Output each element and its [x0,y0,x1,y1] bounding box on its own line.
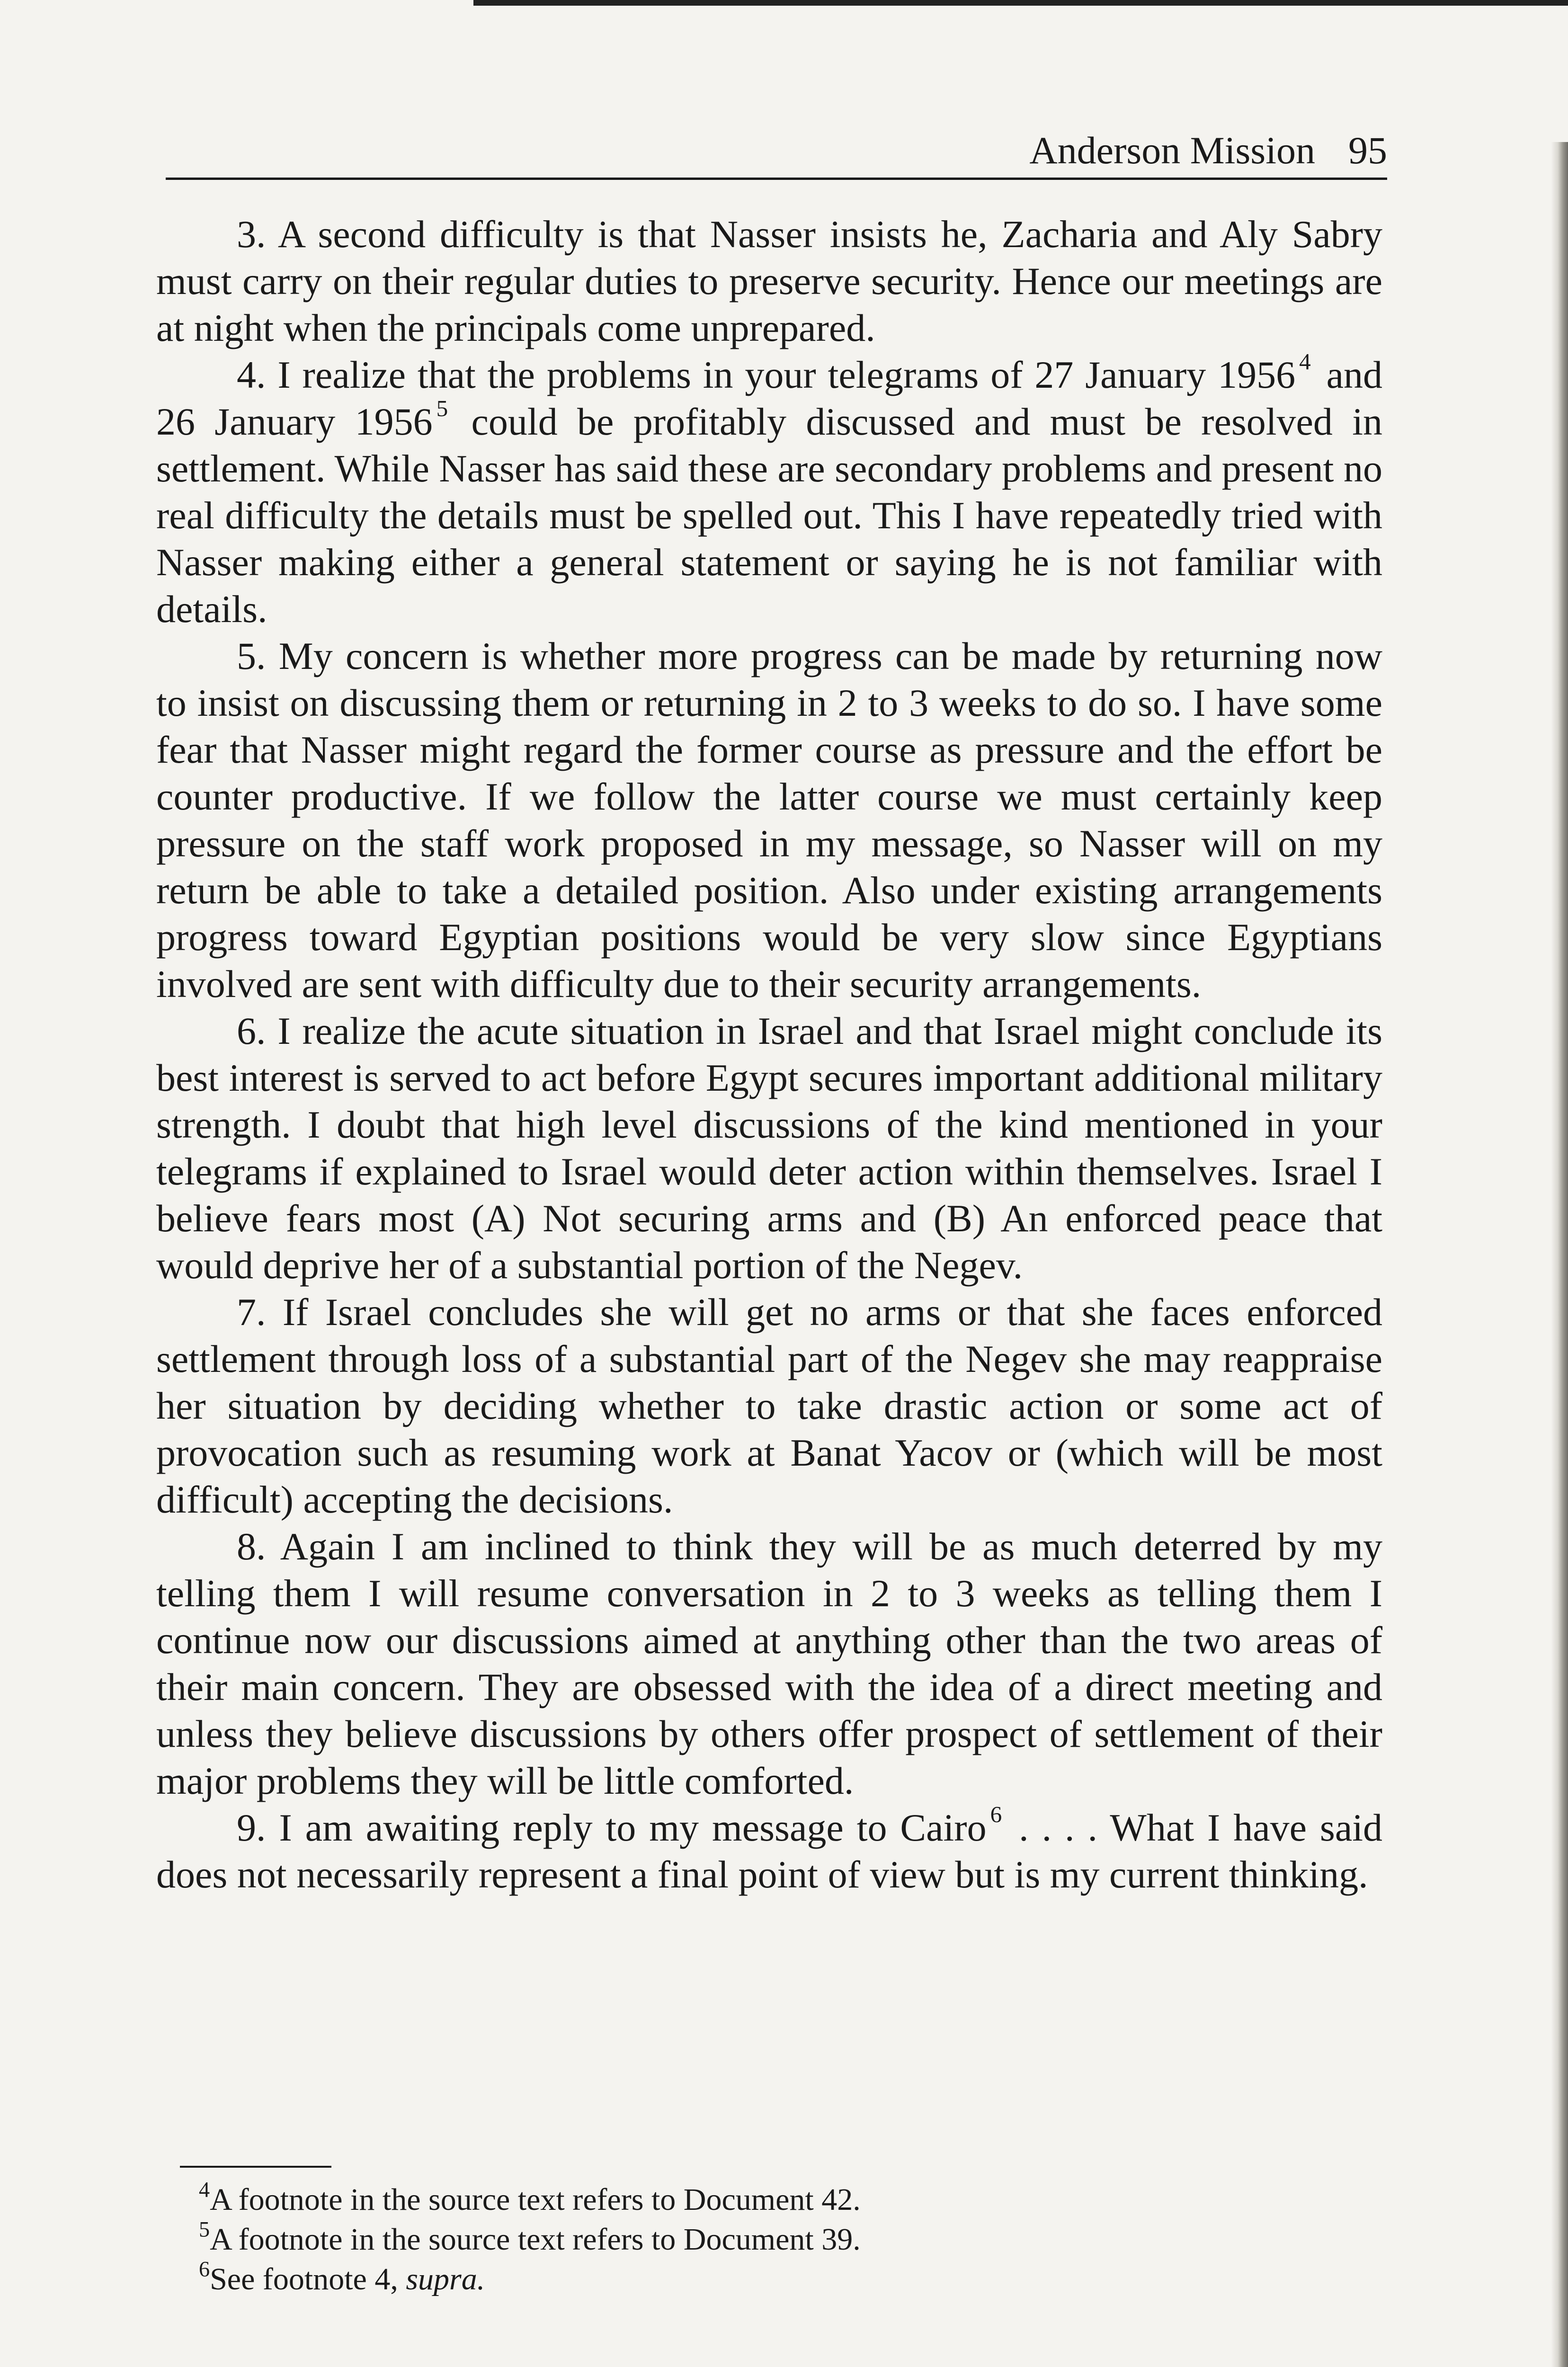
running-title: Anderson Mission [1029,129,1315,172]
paragraph-3: 3. A second difficulty is that Nasser insists he, Zacharia and Aly Sabry must carry on their regular duties to preserve security. Hence our meetings are at night when the principals come unprepared. [156,213,1382,349]
footnote-divider [180,2166,331,2168]
paragraph-9: 9. I am awaiting reply to my message to Cairo $^6$ . . . . What I have said does not necessarily represent a final point of view but is my current thinking. [156,1801,1383,1896]
footnote-5: $^5$A footnote in the source text refers to Document 39. [199,2217,861,2257]
footnote-ref-5: 5 [436,395,448,421]
footnote-ref-6: 6 [990,1801,1002,1827]
paragraph-8: 8. Again I am inclined to think they will be as much deterred by my telling them I will resume conversation in 2 to 3 weeks as telling them I continue now our discussions aimed at anything other than the two areas of their main concern. They are obsessed with the idea of a direct meeting and unless they believe discussions by others offer prospect of settlement of their major problems they will be little comforted. [156,1525,1382,1802]
paragraph-6: 6. I realize the acute situation in Israel and that Israel might conclude its best interest is served to act before Egypt secures important additional military strength. I doubt that high level discussions of the kind mentioned in your telegrams if explained to Israel would deter action within themselves. Israel I believe fears most (A) Not securing arms and (B) An enforced peace that would deprive her of a substantial portion of the Negev. [156,1009,1382,1287]
footnote-4: $^4$A footnote in the source text refers to Document 42. [199,2177,861,2217]
paragraph-7: 7. If Israel concludes she will get no arms or that she faces enforced settlement through loss of a substantial part of the Negev she may reappraise her situation by deciding whether to take drastic action or some act of provocation such as resuming work at Banat Yacov or (which will be most difficult) accepting the decisions. [156,1290,1382,1521]
running-head [1029,128,1387,173]
footnote-6: $^6$See footnote 4, supra. [199,2257,485,2296]
footnote-ref-4: 4 [1299,348,1311,374]
top-edge-bar [473,0,1568,6]
paragraph-4: 4. I realize that the problems in your telegrams of 27 January 1956 $^4$ and 26 January 1956 $^5$ could be profitably discussed and must be resolved in settlement. While Nasser has said these are secondary problems and present no real difficulty the details must be spelled out. This I have repeatedly tried with Nasser making either a general statement or saying he is not familiar with details. [156,348,1383,631]
footnotes [199,2177,1288,2299]
page-number: 95 [1348,129,1387,172]
paragraph-5: 5. My concern is whether more progress can be made by returning now to insist on discussing them or returning in 2 to 3 weeks to do so. I have some fear that Nasser might regard the former course as pressure and the effort be counter productive. If we follow the latter course we must certainly keep pressure on the staff work proposed in my message, so Nasser will on my return be able to take a detailed position. Also under existing arrangements progress toward Egyptian positions would be very slow since Egyptians involved are sent with difficulty due to their security arrangements. [156,634,1382,1006]
page-spine-shadow [1551,142,1568,2367]
body-text [156,211,1382,1898]
running-header [166,129,1387,180]
